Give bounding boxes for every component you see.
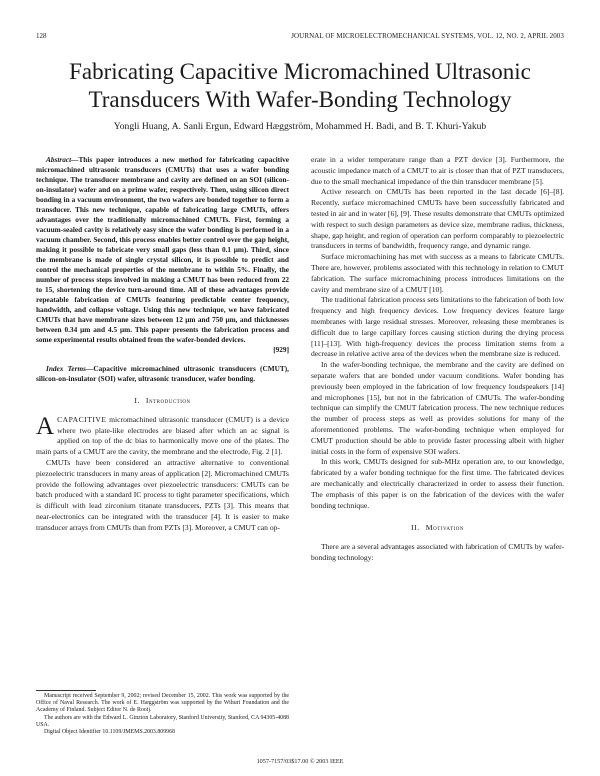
copyright-line: 1057-7157/03$17.00 © 2003 IEEE xyxy=(256,758,344,765)
footnote: Digital Object Identifier 10.1109/JMEMS.2003.809968 xyxy=(44,729,175,736)
footnote-rule xyxy=(36,690,96,691)
section-title: Motivation xyxy=(425,523,464,533)
body-paragraph: In this work, CMUTs designed for sub-MHz operation are, to our knowledge, fabricated by a wafer bonding technique for the first time. The fabricated devices are mechanically and electrically characterized in order to assess their function. The emphasis of this paper is on the fabrication of the devices with the wafer bonding technique. xyxy=(311,457,564,510)
section-title: Introduction xyxy=(145,396,191,405)
section-heading-motivation xyxy=(311,523,564,534)
intro-paragraph: CMUTs have been considered an attractive alternative to conventional piezoelectric transducers in many areas of application [2]. Micromachined CMUTs provide the following advantages over piezoelectric transducers: CMUTs can be batch produced with a standard IC process to tight parameter specifications, which is difficult with lead zirconium titanate transducers, PZTs [3]. This means that near-electronics can be integrated with the transducer [4]. It is easier to make transducer arrays from CMUTs than from PZTs [3]. Moreover, a CMUT can op- xyxy=(36,457,289,532)
abstract-text: This paper introduces a new method for fabricating capacitive micromachined ultrasonic transducers (CMUTs) that uses a wafer bonding technique. The transducer membrane and cavity are defined on an SOI (silicon-on-insulator) wafer and on a prime wafer, respectively. Then, using silicon direct bonding in a vacuum environment, the two wafers are bonded together to form a transducer. This new technique, capable of fabricating large CMUTs, offers advantages over the traditionally micromachined CMUTs. First, forming a vacuum-sealed cavity is relatively easy since the wafer bonding is performed in a vacuum chamber. Second, this process enables better control over the gap height, making it possible to fabricate very small gaps (less than 0.1 μm). Third, since the membrane is made of single crystal silicon, it is possible to predict and control the mechanical properties of the membrane to within 5%. Finally, the number of process steps involved in making a CMUT has been reduced from 22 to 15, shortening the device turn-around time. All of these advantages provide repeatable fabrication of CMUTs featuring predictable center frequency, handwidth, and collapse voltage. Using this new technique, we have fabricated CMUTs that have membrane sizes between 12 μm and 750 μm, and thicknesses between 0.34 μm and 4.5 μm. This paper presents the fabrication process and some experimental results obtained from the wafer-bonded devices. xyxy=(36,155,289,344)
intro-lead-word: CAPACITIVE xyxy=(57,414,107,424)
abstract-label: Abstract— xyxy=(46,155,79,164)
footnote: The authors are with the Edward L. Ginzton Laboratory, Stanford University, Stanford, CA 94305-4088 USA. xyxy=(36,714,289,728)
index-terms-label: Index Terms— xyxy=(46,364,94,373)
abstract xyxy=(36,155,289,355)
body-paragraph: In the wafer-bonding technique, the membrane and the cavity are defined on separate wafers that are bonded under vacuum conditions. Wafer bonding has previously been employed in the fabrication of low frequency loudspeakers [14] and microphones [15], but not in the fabrication of CMUTs. The wafer-bonding technique can simplify the CMUT fabrication process. The new technique reduces the number of process steps as well as provides solutions for many of the aforementioned problems. The wafer-bonding technique when employed for CMUT production should be able to provide faster processing albeit with higher initial costs in the form of expensive SOI wafers. xyxy=(311,360,564,456)
body-paragraph: The traditional fabrication process sets limitations to the fabrication of both low frequency and high frequency devices. Low frequency devices feature large membranes with large residual stresses. Moreover, releasing these membranes is difficult due to large capillary forces causing stiction during the drying process [11]–[13]. With high-frequency devices the process limitation stems from a decrease in relative active area of the devices when the membrane size is reduced. xyxy=(311,295,564,359)
section-number: II. xyxy=(411,523,420,533)
section-number: I. xyxy=(134,396,140,405)
intro-paragraph xyxy=(36,412,289,458)
index-terms-text: Capacitive micromachined ultrasonic transducers (CMUT), silicon-on-insulator (SOI) wafer, ultrasonic transducer, wafer bonding. xyxy=(36,364,289,383)
right-column xyxy=(311,155,564,564)
body-paragraph: erate in a wider temperature range than a PZT device [3]. Furthermore, the acoustic impedance match of a CMUT to air is closer than that of PZT transducers, due to the small mechanical impedance of the thin transducer membrane [5]. xyxy=(311,155,564,186)
left-column xyxy=(36,155,289,534)
drop-cap: A xyxy=(36,412,55,440)
index-terms xyxy=(36,364,289,384)
abstract-number: [929] xyxy=(273,345,289,354)
body-paragraph: Active research on CMUTs has been reported in the last decade [6]–[8]. Recently, surface micromachined CMUTs have been successfully fabricated and tested in air and in water [6], [9]. These results demonstrate that CMUTs optimized with respect to such design parameters as device size, membrane radius, thickness, shape, gap height, and region of operation can perform comparably to piezoelectric transducers in terms of bandwidth, frequency range, and dynamic range. xyxy=(311,187,564,251)
body-paragraph: Surface micromachining has met with success as a means to fabricate CMUTs. There are, however, problems associated with this technology in relation to CMUT fabrication. The surface micromachining process introduces limitations on the cavity and membrane size of a CMUT [10]. xyxy=(311,252,564,294)
paper-title: Fabricating Capacitive Micromachined Ultrasonic Transducers With Wafer-Bonding Technology xyxy=(69,59,531,112)
author-list: Yongli Huang, A. Sanli Ergun, Edward Hæggström, Mohammed H. Badi, and B. T. Khuri-Yakub xyxy=(113,121,487,132)
journal-header: JOURNAL OF MICROELECTROMECHANICAL SYSTEMS, VOL. 12, NO. 2, APRIL 2003 xyxy=(291,32,564,40)
section-heading-introduction xyxy=(36,396,289,407)
page-number: 128 xyxy=(36,32,47,40)
intro-paragraph-text: micromachined ultrasonic transducer (CMUT) is a device where two plate-like electrodes are biased after which an ac signal is applied on top of the dc bias to harmonically move one of the plates. The main parts of a CMUT are the cavity, the membrane and the electrode, Fig. 2 [1]. xyxy=(36,414,289,457)
footnotes xyxy=(36,690,289,736)
body-paragraph: There are a several advantages associated with fabrication of CMUTs by wafer-bonding technology: xyxy=(311,542,564,562)
running-header xyxy=(36,30,564,42)
footnote: Manuscript received September 9, 2002; revised December 15, 2002. This work was supported by the Office of Naval Research. The work of E. Hæggström was supported by the Wihuri Foundation and the Academy of Finland. Subject Editor N. de Rooij. xyxy=(36,693,289,714)
